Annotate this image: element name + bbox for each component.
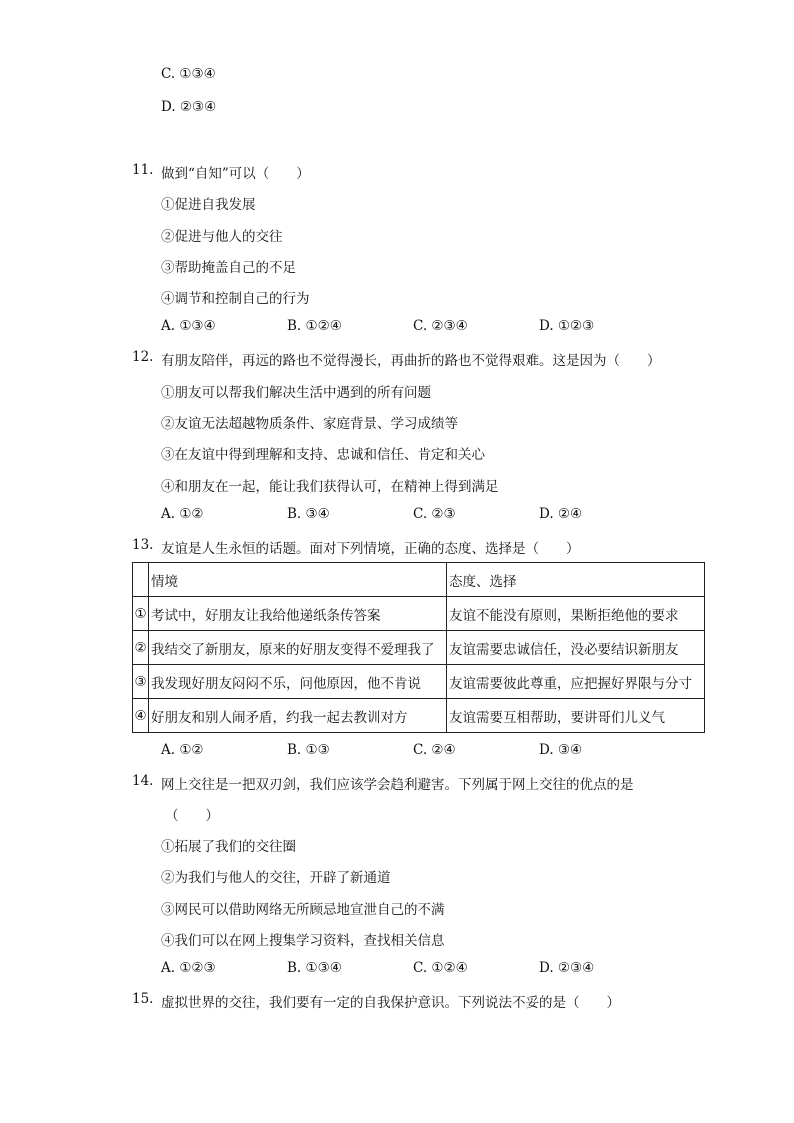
- table-cell: 友谊需要忠诚信任，没必要结识新朋友: [447, 631, 705, 665]
- statement-item: ①促进自我发展: [161, 197, 256, 213]
- option-c: C. ②③④: [413, 318, 468, 334]
- option-c: C. ②③: [413, 506, 456, 522]
- question-number: 11.: [132, 162, 154, 178]
- statement-item: ②为我们与他人的交往，开辟了新通道: [161, 870, 391, 886]
- option-b: B. ①③: [287, 742, 330, 758]
- table-row: [133, 665, 705, 699]
- table-cell: ③: [133, 665, 149, 699]
- table-cell: ④: [133, 699, 149, 733]
- statement-item: ②友谊无法超越物质条件、家庭背景、学习成绩等: [161, 416, 458, 432]
- statement-item: ①拓展了我们的交往圈: [161, 839, 296, 855]
- question-stem: 网上交往是一把双刃剑，我们应该学会趋利避害。下列属于网上交往的优点的是: [161, 777, 634, 793]
- answer-blank: （ ）: [165, 808, 219, 824]
- question-number: 15.: [132, 991, 154, 1007]
- option-d: D. ②③④: [161, 99, 217, 115]
- table-cell: 考试中，好朋友让我给他递纸条传答案: [149, 597, 447, 631]
- table-cell: 友谊需要彼此尊重，应把握好界限与分寸: [447, 665, 705, 699]
- option-b: B. ③④: [287, 506, 330, 522]
- option-c: C. ①②④: [413, 960, 468, 976]
- question-stem: 做到“自知”可以（ ）: [161, 166, 310, 182]
- option-a: A. ①③④: [161, 318, 216, 334]
- question-number: 13.: [132, 537, 154, 553]
- statement-item: ③帮助掩盖自己的不足: [161, 260, 296, 276]
- statement-item: ④调节和控制自己的行为: [161, 291, 310, 307]
- option-d: D. ②④: [539, 506, 583, 522]
- table-cell: 友谊需要互相帮助，要讲哥们儿义气: [447, 699, 705, 733]
- table-header-row: [133, 563, 705, 597]
- question-stem: 虚拟世界的交往，我们要有一定的自我保护意识。下列说法不妥的是（ ）: [161, 995, 620, 1011]
- option-b: B. ①②④: [287, 318, 342, 334]
- table-cell: 友谊不能没有原则，果断拒绝他的要求: [447, 597, 705, 631]
- question-stem: 友谊是人生永恒的话题。面对下列情境，正确的态度、选择是（ ）: [161, 541, 580, 557]
- statement-item: ③网民可以借助网络无所顾忌地宣泄自己的不满: [161, 902, 445, 918]
- option-a: A. ①②: [161, 742, 204, 758]
- statement-item: ③在友谊中得到理解和支持、忠诚和信任、肯定和关心: [161, 447, 485, 463]
- option-d: D. ②③④: [539, 960, 595, 976]
- table-cell: 好朋友和别人闹矛盾，约我一起去教训对方: [149, 699, 447, 733]
- question-number: 14.: [132, 773, 154, 789]
- statement-item: ①朋友可以帮我们解决生活中遇到的所有问题: [161, 385, 431, 401]
- statement-item: ②促进与他人的交往: [161, 229, 283, 245]
- table-cell: ①: [133, 597, 149, 631]
- table-header-cell: 态度、选择: [447, 563, 705, 597]
- option-c: C. ②④: [413, 742, 456, 758]
- option-d: D. ③④: [539, 742, 583, 758]
- statement-item: ④和朋友在一起，能让我们获得认可，在精神上得到满足: [161, 479, 499, 495]
- table-row: [133, 699, 705, 733]
- scenario-table: [132, 562, 705, 733]
- table-row: [133, 631, 705, 665]
- table-cell: ②: [133, 631, 149, 665]
- table-header-cell: [133, 563, 149, 597]
- table-cell: 我发现好朋友闷闷不乐，问他原因，他不肯说: [149, 665, 447, 699]
- option-a: A. ①②③: [161, 960, 216, 976]
- option-d: D. ①②③: [539, 318, 595, 334]
- table-header-cell: 情境: [149, 563, 447, 597]
- option-b: B. ①③④: [287, 960, 342, 976]
- option-a: A. ①②: [161, 506, 204, 522]
- question-stem: 有朋友陪伴，再远的路也不觉得漫长，再曲折的路也不觉得艰难。这是因为（ ）: [161, 353, 661, 369]
- option-c: C. ①③④: [161, 66, 216, 82]
- table-cell: 我结交了新朋友，原来的好朋友变得不爱理我了: [149, 631, 447, 665]
- table-row: [133, 597, 705, 631]
- question-number: 12.: [132, 349, 154, 365]
- statement-item: ④我们可以在网上搜集学习资料，查找相关信息: [161, 933, 445, 949]
